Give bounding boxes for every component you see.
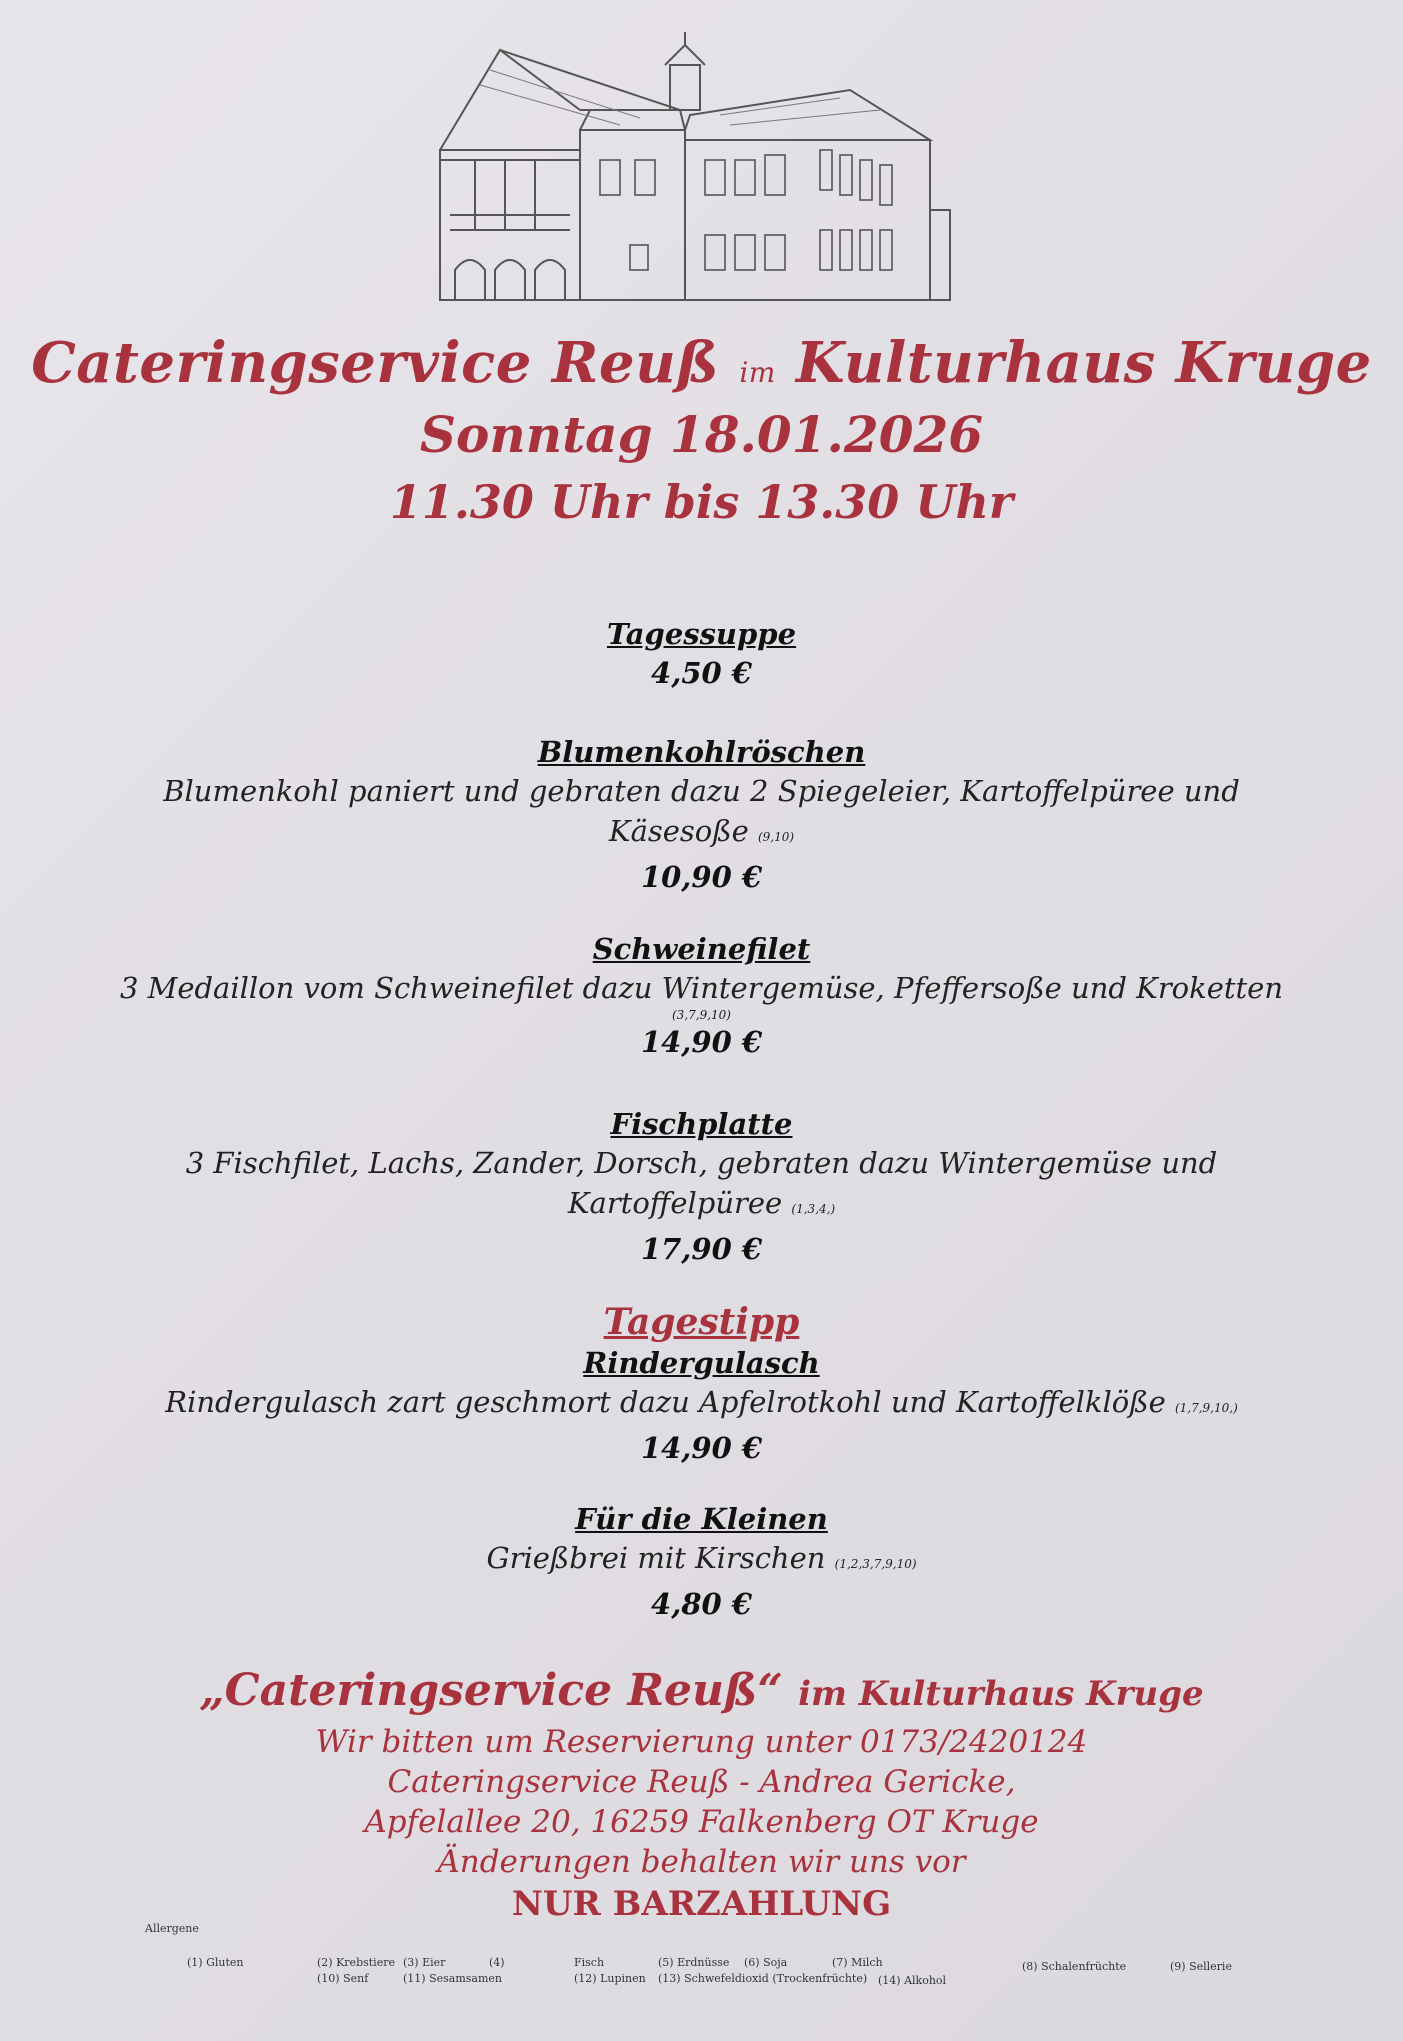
allergen-legend-item: (12) Lupinen [574, 1972, 646, 1985]
footer-contact [0, 1722, 1403, 1926]
allergen-legend-item: (14) Alkohol [878, 1974, 947, 1987]
footer-company: Cateringservice Reuß - Andrea Gericke, [387, 1764, 1016, 1800]
menu-item-cauliflower [0, 733, 1403, 897]
allergen-legend-item: (8) Schalenfrüchte [1022, 1960, 1127, 1973]
menu-item-tipp [0, 1300, 1403, 1468]
tipp-label: Tagestipp [603, 1301, 800, 1343]
menu-item-fish [0, 1105, 1403, 1269]
item-desc-cont [0, 1183, 1403, 1229]
item-desc: 3 Fischfilet, Lachs, Zander, Dorsch, gebraten dazu Wintergemüse und [185, 1146, 1218, 1180]
header-date: Sonntag 18.01.2026 [419, 405, 984, 464]
item-desc: 3 Medaillon vom Schweinefilet dazu Wintergemüse, Pfeffersoße und Kroketten [119, 971, 1284, 1005]
item-allergens: (1,7,9,10,) [1174, 1401, 1238, 1415]
footer-title-main: „Cateringservice Reuß“ [199, 1665, 783, 1716]
allergen-legend-item: (13) Schwefeldioxid (Trockenfrüchte) [658, 1972, 868, 1985]
menu-item-soup [0, 615, 1403, 693]
allergen-legend-item: (4) [489, 1956, 505, 1969]
item-price: 14,90 € [640, 1431, 763, 1465]
item-desc-1: Rindergulasch zart geschmort dazu Apfelrotkohl und Kartoffelklöße [165, 1385, 1166, 1419]
allergen-legend-item: (11) Sesamsamen [403, 1972, 502, 1985]
item-allergens: (3,7,9,10) [672, 1008, 731, 1022]
footer-address: Apfelallee 20, 16259 Falkenberg OT Kruge [364, 1804, 1039, 1840]
allergen-legend-item: (10) Senf [317, 1972, 369, 1985]
allergens-label: Allergene [145, 1922, 199, 1935]
header-time: 11.30 Uhr bis 13.30 Uhr [389, 475, 1014, 529]
footer-title [0, 1665, 1403, 1716]
item-allergens: (9,10) [758, 830, 795, 844]
item-price: 4,50 € [651, 656, 752, 690]
allergen-legend-item: (5) Erdnüsse [658, 1956, 730, 1969]
allergen-legend-item: (1) Gluten [187, 1956, 244, 1969]
item-desc-2: Kartoffelpüree [567, 1186, 783, 1220]
footer-changes: Änderungen behalten wir uns vor [437, 1844, 966, 1880]
menu-item-pork [0, 930, 1403, 1062]
allergen-legend-item: (9) Sellerie [1170, 1960, 1232, 1973]
item-allergens: (1,2,3,7,9,10) [834, 1557, 917, 1571]
item-name: Tagessuppe [606, 617, 797, 651]
footer-cash-only: NUR BARZAHLUNG [511, 1884, 892, 1924]
allergen-legend-item: (2) Krebstiere [317, 1956, 395, 1969]
item-name: Schweinefilet [592, 932, 811, 966]
item-desc-cont [0, 811, 1403, 857]
item-name: Fischplatte [610, 1107, 793, 1141]
item-desc-1: Grießbrei mit Kirschen [486, 1541, 826, 1575]
item-desc [0, 1382, 1403, 1428]
footer-title-small: im Kulturhaus Kruge [798, 1674, 1204, 1714]
item-price: 17,90 € [640, 1232, 763, 1266]
header-title [0, 330, 1403, 396]
item-allergens: (1,3,4,) [791, 1202, 836, 1216]
allergen-legend-item: (6) Soja [744, 1956, 788, 1969]
item-desc [0, 1538, 1403, 1584]
footer-reservation: Wir bitten um Reservierung unter 0173/2420124 [315, 1724, 1088, 1760]
allergen-legend-item: Fisch [574, 1956, 605, 1969]
item-name: Für die Kleinen [575, 1502, 828, 1536]
header-title-main1: Cateringservice Reuß [31, 330, 720, 396]
item-name: Rindergulasch [583, 1346, 820, 1380]
item-price: 10,90 € [640, 860, 763, 894]
allergen-legend-item: (3) Eier [403, 1956, 446, 1969]
item-desc: Blumenkohl paniert und gebraten dazu 2 Spiegeleier, Kartoffelpüree und [163, 774, 1240, 808]
item-name: Blumenkohlröschen [537, 735, 866, 769]
allergen-legend-item: (7) Milch [832, 1956, 883, 1969]
item-price: 14,90 € [640, 1025, 763, 1059]
header-title-main2: Kulturhaus Kruge [795, 330, 1372, 396]
header-title-small: im [739, 356, 776, 389]
item-desc-2: Käsesoße [608, 814, 749, 848]
menu-item-kids [0, 1500, 1403, 1624]
building-illustration [430, 30, 990, 310]
item-price: 4,80 € [651, 1587, 752, 1621]
